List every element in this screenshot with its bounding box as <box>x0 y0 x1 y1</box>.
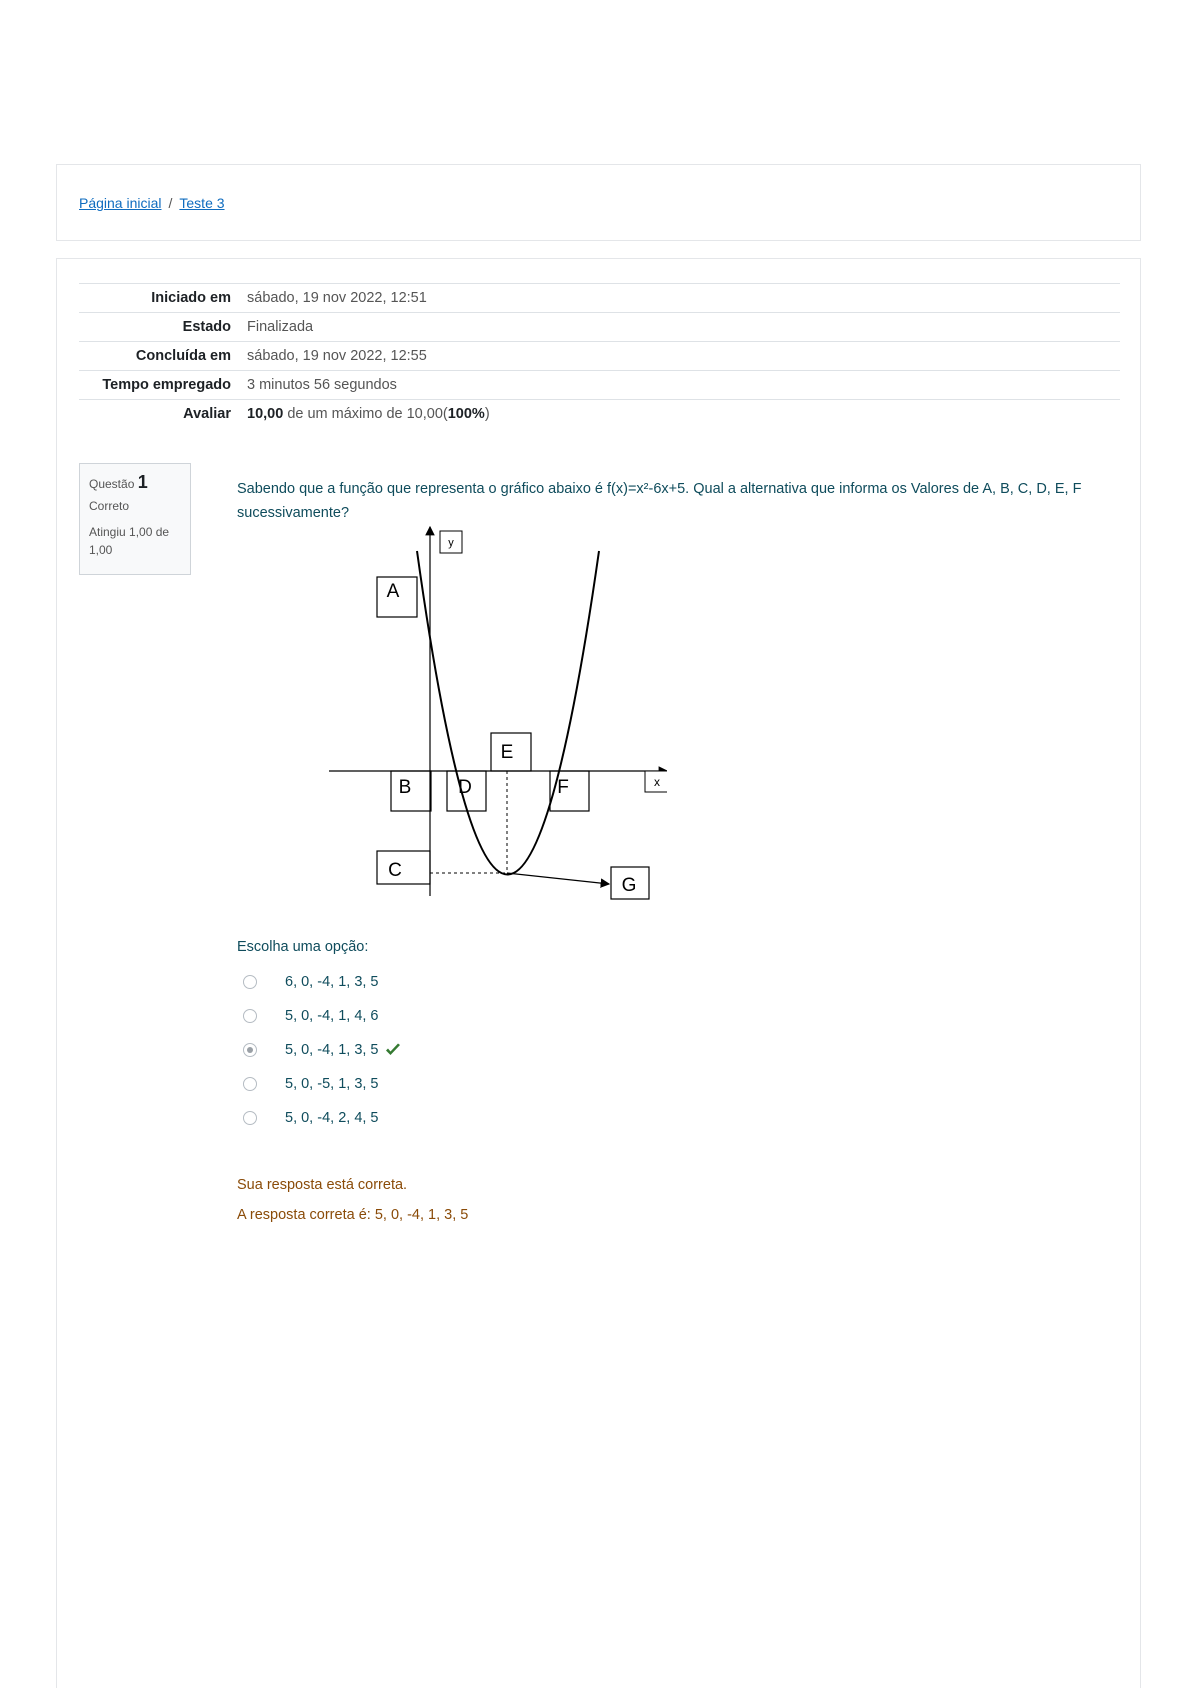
question-prefix: Questão <box>89 477 135 491</box>
summary-row-started <box>79 284 1120 313</box>
summary-value: sábado, 19 nov 2022, 12:55 <box>247 342 1120 371</box>
summary-row-completed <box>79 342 1120 371</box>
grade-percent: 100% <box>447 406 485 422</box>
summary-label: Iniciado em <box>79 284 247 313</box>
summary-row-state <box>79 313 1120 342</box>
answer-label: 6, 0, -4, 1, 3, 5 <box>285 974 379 990</box>
feedback-correct-answer: A resposta correta é: 5, 0, -4, 1, 3, 5 <box>237 1207 469 1223</box>
answer-option[interactable] <box>243 1067 401 1101</box>
question-grade: Atingiu 1,00 de 1,00 <box>89 525 170 557</box>
label-F: F <box>557 777 569 798</box>
breadcrumb-separator: / <box>168 195 173 211</box>
answer-label: 5, 0, -4, 1, 3, 5 <box>285 1042 379 1058</box>
answer-radio[interactable] <box>243 1077 257 1091</box>
answer-label: 5, 0, -4, 1, 4, 6 <box>285 1008 379 1024</box>
vertex-arrow <box>507 873 609 884</box>
parabola-graph <box>267 521 667 901</box>
breadcrumb <box>79 195 225 211</box>
label-D: D <box>458 777 472 798</box>
label-y: y <box>448 537 454 549</box>
label-E: E <box>500 742 514 763</box>
question-text: Sabendo que a função que representa o gráfico abaixo é f(x)=x²-6x+5. Qual a alternativa que informa os Valores de A, B, C, D, E, F sucessivamente? <box>237 481 1082 521</box>
label-A: A <box>386 581 400 602</box>
answer-option[interactable] <box>243 1101 401 1135</box>
summary-label: Avaliar <box>79 400 247 429</box>
feedback-result: Sua resposta está correta. <box>237 1177 408 1193</box>
summary-value: 3 minutos 56 segundos <box>247 371 1120 400</box>
summary-value: Finalizada <box>247 313 1120 342</box>
summary-label: Concluída em <box>79 342 247 371</box>
grade-middle: de um máximo de 10,00( <box>287 406 448 422</box>
label-G: G <box>621 875 637 896</box>
question-state: Correto <box>89 499 130 513</box>
breadcrumb-card <box>56 164 1141 241</box>
summary-label: Tempo empregado <box>79 371 247 400</box>
summary-value <box>247 400 1120 429</box>
answer-option-selected[interactable] <box>243 1033 401 1067</box>
breadcrumb-current-link[interactable]: Teste 3 <box>179 195 225 211</box>
breadcrumb-home-link[interactable]: Página inicial <box>79 195 162 211</box>
summary-label: Estado <box>79 313 247 342</box>
parabola-curve <box>417 551 599 875</box>
answer-label: 5, 0, -4, 2, 4, 5 <box>285 1110 379 1126</box>
question-info-box <box>79 463 191 575</box>
summary-row-grade <box>79 400 1120 429</box>
grade-score: 10,00 <box>247 406 284 422</box>
answer-option[interactable] <box>243 965 401 999</box>
answer-options <box>243 965 401 1135</box>
answer-radio[interactable] <box>243 975 257 989</box>
answer-prompt: Escolha uma opção: <box>237 939 369 955</box>
label-C: C <box>388 860 402 881</box>
feedback-box <box>237 1177 468 1237</box>
summary-row-time <box>79 371 1120 400</box>
grade-end: ) <box>484 406 490 422</box>
answer-option[interactable] <box>243 999 401 1033</box>
question-number <box>89 472 181 493</box>
answer-radio[interactable] <box>243 1111 257 1125</box>
answer-radio[interactable] <box>243 1009 257 1023</box>
question-number-value: 1 <box>137 472 148 492</box>
label-x: x <box>654 775 660 789</box>
check-icon <box>385 1043 401 1057</box>
answer-radio-selected[interactable] <box>243 1043 257 1057</box>
attempt-summary-table <box>79 283 1120 428</box>
label-B: B <box>398 777 412 798</box>
answer-label: 5, 0, -5, 1, 3, 5 <box>285 1076 379 1092</box>
summary-value: sábado, 19 nov 2022, 12:51 <box>247 284 1120 313</box>
quiz-review-card <box>56 258 1141 1688</box>
